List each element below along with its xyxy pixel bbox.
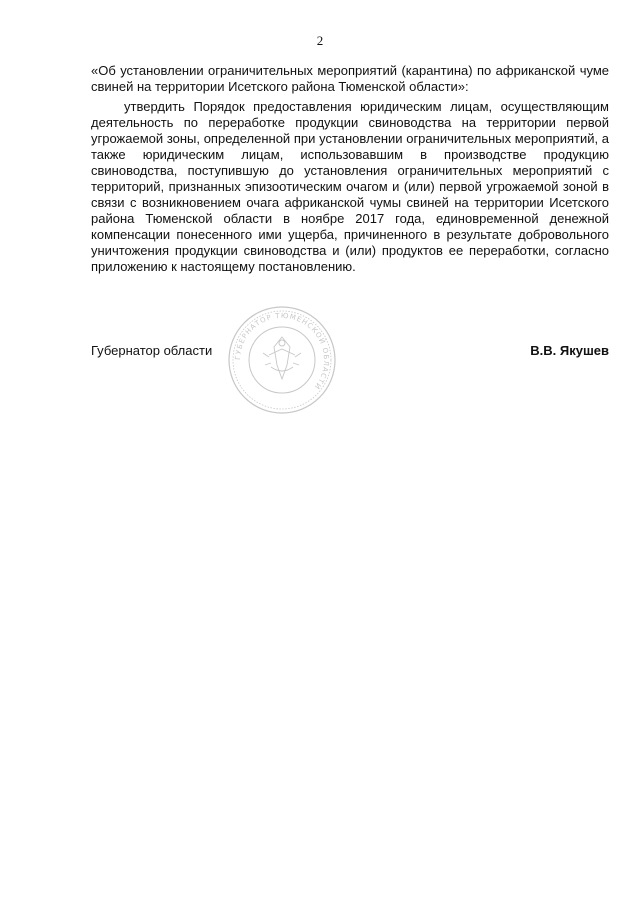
signatory-name: В.В. Якушев (530, 343, 609, 358)
resolution-paragraph: утвердить Порядок предоставления юридическим лицам, осуществляющим деятельность по переработке продукции свиноводства на территории первой угрожаемой зоны, определенной при установлении ограничительных мероприятий, а также юридическим лицам, использовавшим в производстве продукцию свиноводства, поступившую до установления ограничительных мероприятий с территорий, признанных эпизоотическим очагом и (или) первой угрожаемой зоной в связи с возникновением очага африканской чумы свиней на территории Исетского района Тюменской области в ноябре 2017 года, единовременной денежной компенсации понесенного ими ущерба, причиненного в результате добровольного уничтожения продукции свиноводства и (или) продуктов ее переработки, согласно приложению к настоящему постановлению. (91, 99, 609, 274)
signature-row (91, 343, 609, 361)
official-seal-stamp (227, 305, 337, 415)
signatory-title: Губернатор области (91, 343, 213, 358)
seal-ring-text: ГУБЕРНАТОР ТЮМЕНСКОЙ ОБЛАСТИ (233, 311, 331, 392)
page-number: 2 (316, 33, 324, 48)
document-intro: «Об установлении ограничительных мероприятий (карантина) по африканской чуме свиней на территории Исетского района Тюменской области»: (91, 63, 609, 94)
